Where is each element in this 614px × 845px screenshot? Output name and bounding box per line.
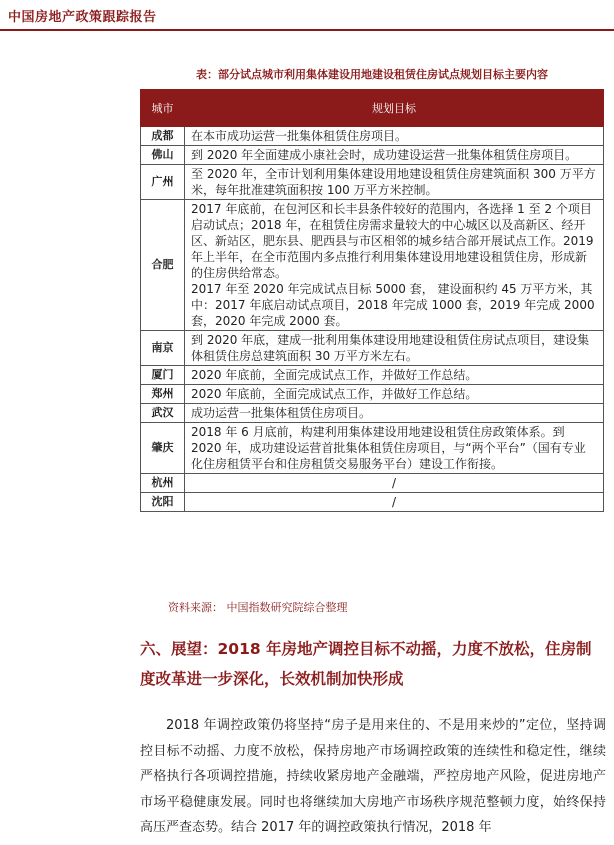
goal-cell bbox=[185, 200, 604, 331]
goal-text: 2020 年底前，全面完成试点工作，并做好工作总结。 bbox=[191, 368, 478, 382]
table-row bbox=[141, 127, 604, 146]
table-row bbox=[141, 493, 604, 512]
city-cell: 广州 bbox=[141, 165, 185, 200]
table-row bbox=[141, 404, 604, 423]
source-note: 资料来源： 中国指数研究院综合整理 bbox=[168, 601, 348, 614]
goal-cell bbox=[185, 493, 604, 512]
goal-text: 在本市成功运营一批集体租赁住房项目。 bbox=[191, 129, 408, 143]
city-cell: 杭州 bbox=[141, 474, 185, 493]
goal-cell bbox=[185, 474, 604, 493]
city-cell: 厦门 bbox=[141, 366, 185, 385]
goal-text: 2017 年至 2020 年完成试点目标 5000 套， 建设面积约 45 万平方米，其中：2017 年底启动试点项目，2018 年完成 1000 套，2019 年完成 2000 套，2020 年完成 2000 套。 bbox=[191, 282, 595, 328]
goal-cell bbox=[185, 404, 604, 423]
table-row bbox=[141, 366, 604, 385]
body-paragraph: 2018 年调控政策仍将坚持“房子是用来住的、不是用来炒的”定位，坚持调控目标不动摇、力度不放松，保持房地产市场调控政策的连续性和稳定性，继续严格执行各项调控措施，持续收紧房地产金融端，严控房地产风险，促进房地产市场平稳健康发展。同时也将继续加大房地产市场秩序规范整顿力度，始终保持高压严查态势。结合 2017 年的调控政策执行情况，2018 年 bbox=[140, 718, 606, 835]
goal-cell bbox=[185, 423, 604, 474]
goal-text: 到 2020 年底，建成一批利用集体建设用地建设租赁住房试点项目，建设集体租赁住房总建筑面积 30 万平方米左右。 bbox=[191, 333, 590, 363]
column-header-goal: 规划目标 bbox=[185, 90, 604, 127]
policy-table bbox=[140, 89, 604, 512]
city-cell: 佛山 bbox=[141, 146, 185, 165]
city-cell: 郑州 bbox=[141, 385, 185, 404]
goal-cell bbox=[185, 331, 604, 366]
table-header-row bbox=[141, 90, 604, 127]
goal-text: 2020 年底前，全面完成试点工作，并做好工作总结。 bbox=[191, 387, 478, 401]
report-header-title: 中国房地产政策跟踪报告 bbox=[8, 10, 157, 25]
goal-cell bbox=[185, 146, 604, 165]
column-header-city: 城市 bbox=[141, 90, 185, 127]
goal-cell bbox=[185, 366, 604, 385]
goal-text: 到 2020 年全面建成小康社会时，成功建设运营一批集体租赁住房项目。 bbox=[191, 148, 578, 162]
table-row bbox=[141, 474, 604, 493]
table-row bbox=[141, 165, 604, 200]
goal-text: 2017 年底前，在包河区和长丰县条件较好的范围内，各选择 1 至 2 个项目启动试点；2018 年，在租赁住房需求量较大的中心城区以及高新区、经开区、新站区，肥东县、肥西县与市区相邻的城乡结合部开展试点工作。2019 年上半年，在全市范围内多点推行利用集体建设用地建设租赁住房，形成新的住房供给常态。 bbox=[191, 202, 594, 280]
table-row bbox=[141, 423, 604, 474]
goal-text: / bbox=[391, 476, 397, 490]
table-row bbox=[141, 146, 604, 165]
table-caption: 表：部分试点城市利用集体建设用地建设租赁住房试点规划目标主要内容 bbox=[196, 68, 548, 81]
city-cell: 成都 bbox=[141, 127, 185, 146]
table-row bbox=[141, 385, 604, 404]
goal-text: / bbox=[391, 495, 397, 509]
goal-cell bbox=[185, 127, 604, 146]
city-cell: 沈阳 bbox=[141, 493, 185, 512]
goal-text: 至 2020 年，全市计划利用集体建设用地建设租赁住房建筑面积 300 万平方米，每年批准建筑面积按 100 万平方米控制。 bbox=[191, 167, 596, 197]
goal-text: 成功运营一批集体租赁住房项目。 bbox=[191, 406, 372, 420]
goal-text: 2018 年 6 月底前，构建利用集体建设用地建设租赁住房政策体系。到 2020 年，成功建设运营首批集体租赁住房项目，与“两个平台”（国有专业化住房租赁平台和住房租赁交易服务平台）建设工作衔接。 bbox=[191, 425, 586, 471]
header-divider bbox=[0, 29, 614, 31]
city-cell: 武汉 bbox=[141, 404, 185, 423]
section-heading: 六、展望：2018 年房地产调控目标不动摇，力度不放松，住房制度改革进一步深化，长效机制加快形成 bbox=[140, 640, 592, 688]
goal-cell bbox=[185, 165, 604, 200]
goal-cell bbox=[185, 385, 604, 404]
city-cell: 南京 bbox=[141, 331, 185, 366]
table-row bbox=[141, 331, 604, 366]
city-cell: 肇庆 bbox=[141, 423, 185, 474]
city-cell: 合肥 bbox=[141, 200, 185, 331]
table-row bbox=[141, 200, 604, 331]
